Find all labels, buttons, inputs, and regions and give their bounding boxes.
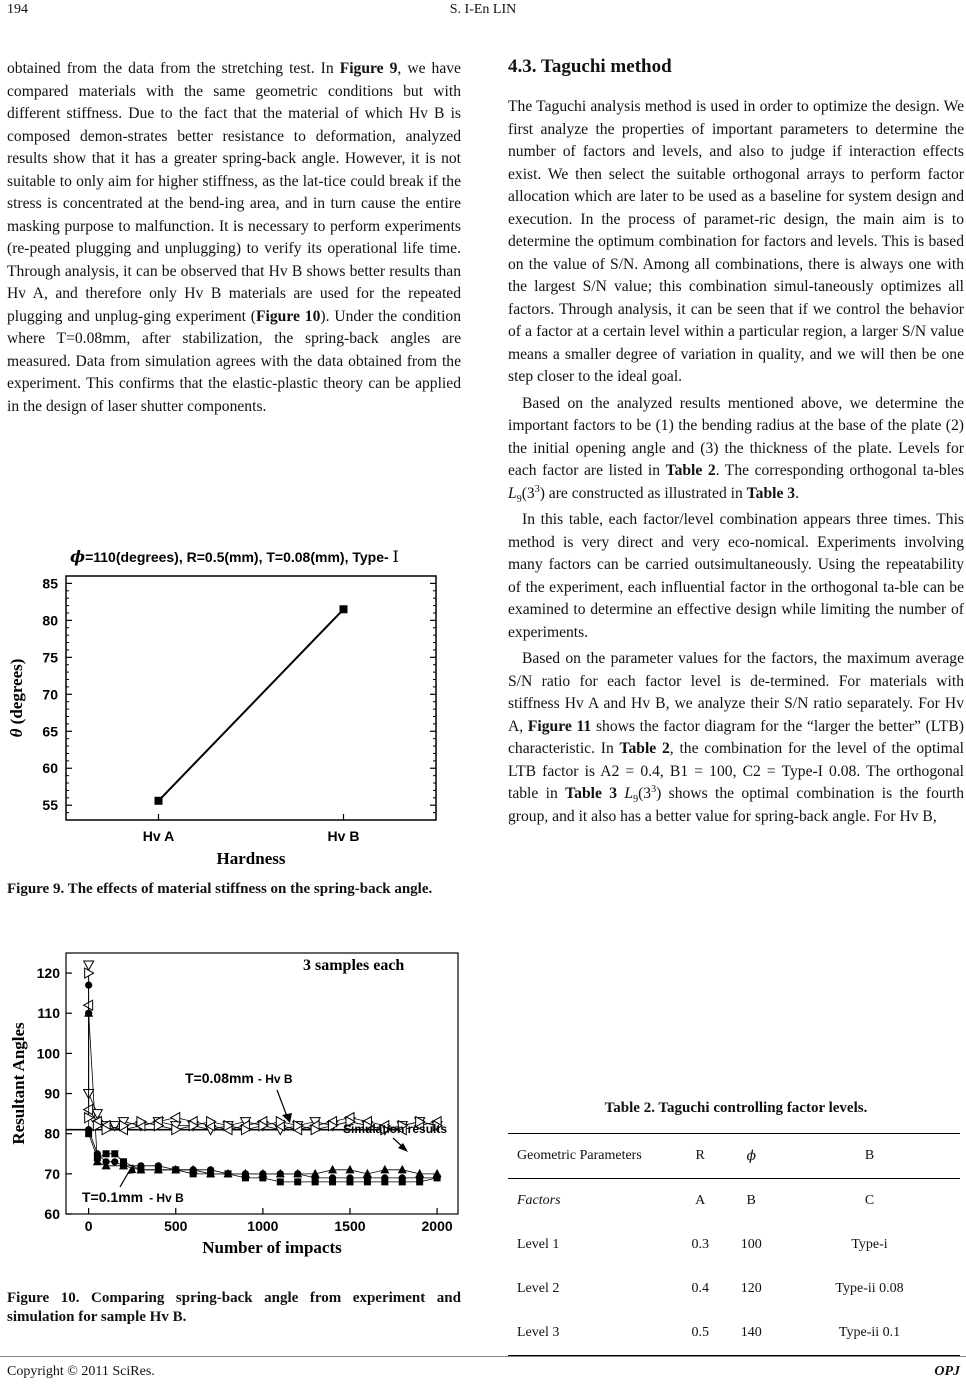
x-tick-label: 1000 xyxy=(247,1218,279,1234)
y-tick-label: 110 xyxy=(37,1005,60,1022)
series-line-triangle-left xyxy=(89,1005,437,1129)
figure-reference: Figure 10 xyxy=(256,307,321,325)
y-tick-label: 100 xyxy=(36,1045,60,1062)
table-header-cell: B xyxy=(779,1134,960,1179)
data-point-circle xyxy=(111,1158,118,1165)
data-point-triangle-up xyxy=(433,1169,442,1178)
annotation-t008 xyxy=(185,1070,293,1086)
figure-9-caption: Figure 9. The effects of material stiffness on the spring-back angle. xyxy=(7,881,433,897)
y-tick-label: 70 xyxy=(42,686,58,703)
right-paragraph-1 xyxy=(508,96,964,389)
table-cell: 140 xyxy=(723,1311,779,1356)
figure-reference: Table 3 xyxy=(565,785,618,802)
footer-journal: OPJ xyxy=(934,1364,960,1379)
figure-reference: Table 3 xyxy=(746,484,796,502)
table-header-cell: ϕ xyxy=(723,1134,779,1179)
data-point-triangle-left xyxy=(171,1113,180,1123)
table-cell: Level 2 xyxy=(517,1281,560,1296)
data-point-square xyxy=(85,1130,92,1137)
data-point-square xyxy=(312,1178,319,1185)
title-suffix: I xyxy=(392,547,399,566)
annotation-simulation: Simulation results xyxy=(343,1122,448,1136)
text-run: Based on the parameter values for the factors, the maximum average S/N ratio for each factor level is de-termined. For materials with stiffness Hv A and Hv B, we analyze their S/N ratio separately. For Hv A, xyxy=(508,650,964,735)
data-point-triangle-left xyxy=(84,1000,93,1010)
data-point-triangle-up xyxy=(328,1165,337,1174)
figure-reference: Table 2 xyxy=(619,740,670,757)
footer-copyright: Copyright © 2011 SciRes. xyxy=(7,1364,155,1379)
table-header-cell: R xyxy=(677,1134,723,1179)
section-title: 4.3. Taguchi method xyxy=(508,56,672,77)
figure-reference: Table 2 xyxy=(665,462,716,479)
table-cell: Type-i xyxy=(851,1237,888,1252)
table-cell: 0.4 xyxy=(691,1281,709,1296)
text-run: 3 xyxy=(534,483,540,495)
data-point-square xyxy=(329,1178,336,1185)
y-tick-label: 55 xyxy=(42,797,58,814)
running-header-author: S. I-En LIN xyxy=(449,2,517,17)
table-row xyxy=(508,1179,960,1224)
text-run: Based on the analyzed results mentioned above, we determine the important factors to be (1) the bending radius at the base of the plate (2) the initial opening angle and (3) the thickness of the plate. Levels for each factor are listed in xyxy=(508,394,964,479)
data-point xyxy=(340,605,348,613)
data-point-square xyxy=(416,1178,423,1185)
annotation-samples: 3 samples each xyxy=(303,957,405,974)
data-point-square xyxy=(103,1150,110,1157)
text-run: . The corresponding orthogonal ta-bles xyxy=(715,462,965,479)
text-run: L xyxy=(508,484,517,502)
annotation-t01-text: T=0.1mm xyxy=(82,1189,144,1205)
table-cell: 100 xyxy=(740,1237,762,1252)
y-tick-label: 85 xyxy=(42,575,58,592)
text-run: . xyxy=(795,484,799,502)
data-point-square xyxy=(277,1178,284,1185)
table-cell: 120 xyxy=(740,1281,762,1296)
y-tick-label: 80 xyxy=(42,612,58,629)
y-tick-label: 75 xyxy=(42,649,58,666)
page-number: 194 xyxy=(7,2,28,17)
right-column xyxy=(508,96,964,828)
data-point-triangle-up xyxy=(380,1165,389,1174)
y-tick-label: 80 xyxy=(44,1125,60,1142)
series-line-triangle-down xyxy=(89,965,437,1130)
table-cell: A xyxy=(695,1193,706,1208)
data-point-square xyxy=(294,1178,301,1185)
data-point xyxy=(155,797,163,805)
y-axis-label: Resultant Angles xyxy=(9,1022,28,1145)
text-run: , the combination for the level of the optimal LTB factor is A2 = 0.4, B1 = 100, C2 = Type-I 0.08. The orthogonal table in xyxy=(508,740,965,802)
x-axis-label: Number of impacts xyxy=(202,1238,342,1257)
y-tick-label: 90 xyxy=(44,1085,60,1102)
left-paragraph-1 xyxy=(7,58,461,418)
data-point-square xyxy=(399,1178,406,1185)
text-run: shows the factor diagram for the “larger the better” (LTB) characteristic. In xyxy=(508,717,964,757)
x-axis-label: Hardness xyxy=(216,849,286,868)
text-run: (3 xyxy=(638,785,652,802)
chart-title xyxy=(70,547,399,566)
y-tick-label: 60 xyxy=(42,760,58,777)
x-tick-label: Hv B xyxy=(327,828,360,844)
table-header-cell: Geometric Parameters xyxy=(508,1134,677,1179)
annotation-t01-suffix: - Hv B xyxy=(149,1191,184,1205)
y-tick-label: 120 xyxy=(36,965,60,982)
data-point-triangle-up xyxy=(345,1165,354,1174)
series-line xyxy=(159,609,344,801)
right-paragraph-2 xyxy=(508,393,964,506)
footer-divider xyxy=(0,1356,966,1357)
table-cell: 0.3 xyxy=(691,1237,709,1252)
x-tick-label: 1500 xyxy=(334,1218,366,1234)
table-row xyxy=(508,1267,960,1311)
x-tick-label: Hv A xyxy=(142,828,175,844)
text-run: ). Under the condition where T=0.08mm, after stabilization, the spring-back angles are measured. Data from simulation agrees with the data obtained from the experiment. This confirms that the elastic-plastic theory can be applied in the design of laser shutter components. xyxy=(7,307,461,415)
table-header-row xyxy=(508,1134,960,1179)
table-cell: Factors xyxy=(517,1193,561,1208)
text-run: ) are constructed as illustrated in xyxy=(539,484,747,502)
table-row xyxy=(508,1311,960,1356)
y-axis-label xyxy=(7,659,26,738)
title-text: =110(degrees), R=0.5(mm), T=0.08(mm), Type- xyxy=(85,549,393,565)
text-run: The Taguchi analysis method is used in order to optimize the design. We first analyze the properties of important parameters to determine the number of factors and levels, and also to judge if interaction effects exist. We then select the suitable orthogonal arrays to perform factor allocation which are later to be used as a baseline for system design and execution. In the process of paramet-ric design, the main aim is to determine the optimum combination for factors and levels. This is based on the value of S/N. Among all combinations, there is always one with the largest S/N value; this combination simul-taneously optimizes all factors. Through analysis, it can be seen that if we control the behavior of a factor at a certain level within a particular region, a larger S/N value means a smaller degree of variation in quality, and we will then be one step closer to the ideal goal. xyxy=(508,98,964,385)
x-tick-label: 500 xyxy=(164,1218,188,1234)
table-cell: Level 1 xyxy=(517,1237,560,1252)
figure-reference: Figure 11 xyxy=(527,717,592,735)
table-cell: Type-ii 0.1 xyxy=(779,1311,960,1356)
text-run: 9 xyxy=(516,493,522,505)
y-tick-label: 65 xyxy=(42,723,58,740)
data-point-square xyxy=(346,1178,353,1185)
y-tick-label: 60 xyxy=(44,1206,60,1222)
series-line-triangle-up xyxy=(89,1013,437,1174)
annotation-t008-suffix: - Hv B xyxy=(257,1072,293,1086)
x-tick-label: 2000 xyxy=(421,1218,453,1234)
data-point-square xyxy=(364,1178,371,1185)
table-cell: C xyxy=(864,1193,875,1208)
text-run: 3 xyxy=(651,783,657,795)
table-2-caption: Table 2. Taguchi controlling factor levels. xyxy=(604,1100,868,1116)
text-run: obtained from the data from the stretching test. In xyxy=(7,60,340,77)
text-run: L xyxy=(624,785,634,802)
text-run: In this table, each factor/level combination appears three times. This method is very direct and very eco-nomical. Experiments involving many factors can be carried outsimultaneously. Using the repeatability of the experiment, each influential factor in the orthogonal ta-ble can be examined to determine an effective design while limiting the number of experiments. xyxy=(508,511,964,641)
text-run: 9 xyxy=(633,794,639,806)
text-run: , we have compared materials with the same geometric conditions but with different stiffness. Due to the fact that the material of which Hv B is composed demon-strates better resistance to deformation, analyzed results show that it has a greater spring-back angle. However, it is not suitable to only aim for higher stiffness, as the lat-tice could break if the stress is concentrated at the bend-ing area, and in turn cause the entire masking purpose to malfunction. It is necessary to perform experiments (re-peated plugging and unplugging) to verify its operational life time. Through analysis, it can be observed that Hv B shows better results than Hv A, and therefore only Hv B materials are used for the repeated plugging and unplug-ging experiment ( xyxy=(7,60,461,325)
y-tick-label: 70 xyxy=(44,1165,60,1182)
table-cell: 0.5 xyxy=(677,1311,723,1356)
table-row xyxy=(508,1223,960,1267)
table-cell: Level 3 xyxy=(508,1311,677,1356)
data-point-square xyxy=(111,1150,118,1157)
figure-10-chart xyxy=(0,945,466,1270)
figure-9-chart xyxy=(0,540,466,870)
title-symbol: ϕ xyxy=(70,547,86,566)
annotation-t01 xyxy=(82,1189,184,1205)
table-2 xyxy=(508,1133,960,1356)
right-paragraph-3 xyxy=(508,509,964,644)
figure-reference: Figure 9 xyxy=(339,60,398,77)
table-cell: Type-ii 0.08 xyxy=(835,1281,904,1296)
annotation-t008-text: T=0.08mm xyxy=(185,1070,254,1086)
left-column xyxy=(7,58,461,418)
text-run: ) shows the optimal combination is the fourth group, and it also has a better value for spring-back angle. For Hv B, xyxy=(508,785,965,825)
data-point-triangle-up xyxy=(398,1165,407,1174)
plot-frame xyxy=(66,576,436,820)
right-paragraph-4 xyxy=(508,648,964,828)
series-line-triangle-right xyxy=(89,973,437,1130)
figure-10-caption: Figure 10. Comparing spring-back angle from experiment and simulation for sample Hv B. xyxy=(7,1290,461,1325)
data-point-square xyxy=(381,1178,388,1185)
table-cell: B xyxy=(746,1193,756,1208)
text-run: (3 xyxy=(521,484,535,502)
x-tick-label: 0 xyxy=(84,1218,93,1234)
y-axis-symbol: θ xyxy=(7,728,26,738)
y-axis-unit: (degrees) xyxy=(7,658,26,729)
